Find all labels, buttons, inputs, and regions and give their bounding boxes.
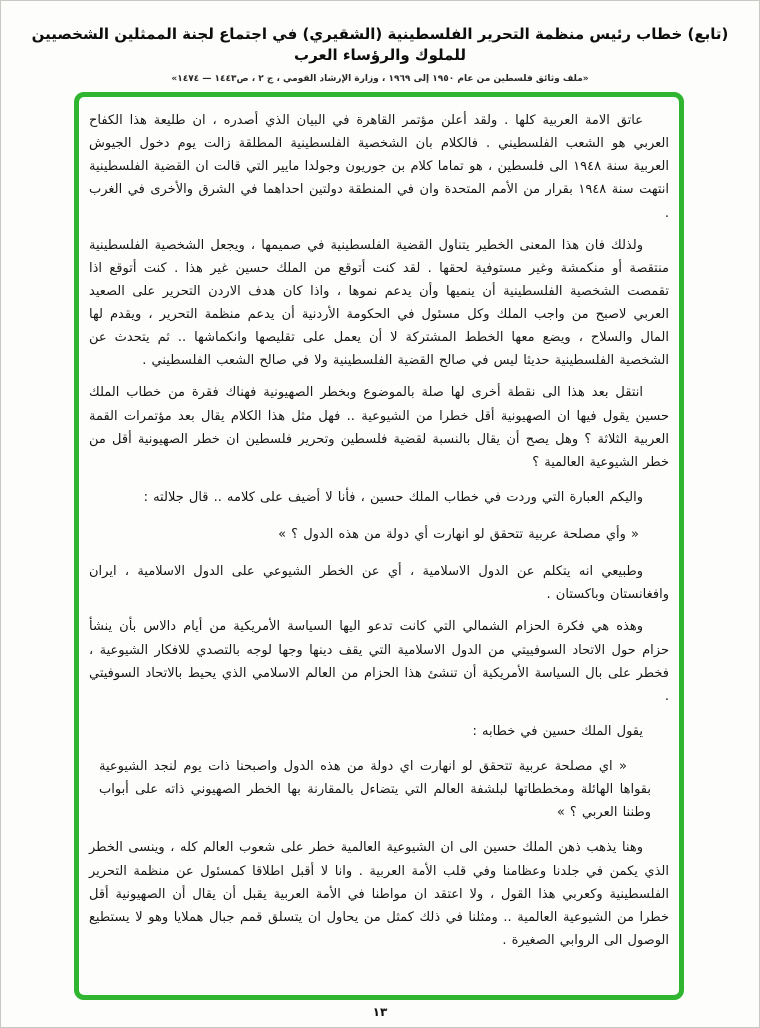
paragraph-5: وطبيعي انه يتكلم عن الدول الاسلامية ، أي عن الخطر الشيوعي على الدول الاسلامية ، ايران وافغانستان وباكستان .: [89, 564, 669, 603]
source-citation: «ملف وثائق فلسطين من عام ١٩٥٠ إلى ١٩٦٩ ، وزارة الإرشاد القومي ، ج ٢ ، ص١٤٤٣ — ١٤٧٤»: [171, 74, 589, 84]
paragraph-7: يقول الملك حسين في خطابه :: [472, 723, 643, 739]
paragraph-2: ولذلك فان هذا المعنى الخطير يتناول القضية الفلسطينية في صميمها ، ويجعل الشخصية الفلسطينية منتقصة أو منكمشة وغير مستوفية لحقها . لقد كنت أتوقع من الملك حسين غير هذا . كنت أتوقع اذا تقمصت الشخصية الفلسطينية أن ينميها وأن يدعم نموها ، واذا كان هدف الاردن التحرير على الصعيد العربي لاصبح من واجب الملك وكل مسئول في الحكومة الأردنية أن يدعم منظمة التحرير ، ويقدم لها المال والسلاح ، ويضع معها الخطط المشتركة لا أن يعمل على تقليصها وانكماشها .. ثم يتحدث عن الشخصية الفلسطينية حديثا ليس في صالح القضية الفلسطينية ولا في صالح الشعب الفلسطيني .: [89, 237, 669, 369]
paragraph-6: وهذه هي فكرة الحزام الشمالي التي كانت تدعو اليها السياسة الأمريكية من أيام دالاس بأن ينشأ حزام حول الاتحاد السوفييتي من الدول الاسلامية التي يقف دينها وجها لوجه بالتصدي للافكار الشيوعية ، فخطر على بال السياسة الأمريكية أن تنشئ هذا الحزام من العالم الاسلامي الذي يحيط بالاتحاد السوفيتي .: [89, 619, 669, 704]
content-frame: [74, 92, 684, 1000]
paragraph-4: واليكم العبارة التي وردت في خطاب الملك حسين ، فأنا لا أضيف على كلامه .. قال جلالته :: [143, 489, 643, 505]
paragraph-1: عاتق الامة العربية كلها . ولقد أعلن مؤتمر القاهرة في البيان الذي أصدره ، ان طليعة هذا الكفاح العربي هو الشعب الفلسطيني . فالكلام بان الشخصية الفلسطينية المطلقة زالت يوم دخول الجيوش العربية سنة ١٩٤٨ الى فلسطين ، هو تماما كلام بن جوريون وجولدا مايير التي قالت ان القضية الفلسطينية انتهت سنة ١٩٤٨ بقرار من الأمم المتحدة وان في المنطقة دولتين احداهما في الشرق والأخرى في الغرب .: [89, 113, 670, 221]
paragraph-8: وهنا يذهب ذهن الملك حسين الى ان الشيوعية العالمية خطر على شعوب العالم كله ، وينسى الخطر الذي يكمن في جلدنا وعظامنا وفي قلب الأمة العربية . وانا لا أقبل اطلاقا كمسئول عن منظمة التحرير الفلسطينية وكعربي هذا القول ، ولا اعتقد ان مواطنا في الأمة العربية يقبل أن يقال أن الصهيونية أقل خطرا من الشيوعية العالمية .. ومثلنا في ذلك كمثل من يحاول ان يتسلق قمم جبال هملايا وهو لا يستطيع الوصول الى الروابي الصغيرة .: [89, 840, 669, 948]
quote-paragraph-1: « وأي مصلحة عربية تتحقق لو انهارت أي دولة من هذه الدول ؟ »: [278, 527, 639, 542]
quote-paragraph-2: « اي مصلحة عربية تتحقق لو انهارت اي دولة من هذه الدول واصبحنا ذات يوم لنجد الشيوعية بقواها الهائلة ومخططاتها لبلشفة العالم التي يتضاءل بالمقارنة بها الخطر الصهيوني ذاته على أبواب وطننا العربي ؟ »: [99, 759, 651, 821]
document-footer: [0, 1001, 760, 1020]
paragraph-3: انتقل بعد هذا الى نقطة أخرى لها صلة بالموضوع وبخطر الصهيونية فهناك فقرة من خطاب الملك حسين يقول فيها ان الصهيونية أقل خطرا من الشيوعية .. فهل مثل هذا الكلام يقال بعد مؤتمرات القمة العربية الثلاثة ؟ وهل يصح أن يقال بالنسبة لقضية فلسطين وتحرير فلسطين ان خطر الصهيونية أقل من خطر الشيوعية العالمية ؟: [89, 385, 669, 470]
page-title: (تابع) خطاب رئيس منظمة التحرير الفلسطينية (الشقيري) في اجتماع لجنة الممثلين الشخصيين للملوك والرؤساء العرب: [31, 25, 729, 64]
page-number: ١٣: [372, 1005, 388, 1019]
document-header: [0, 0, 760, 84]
